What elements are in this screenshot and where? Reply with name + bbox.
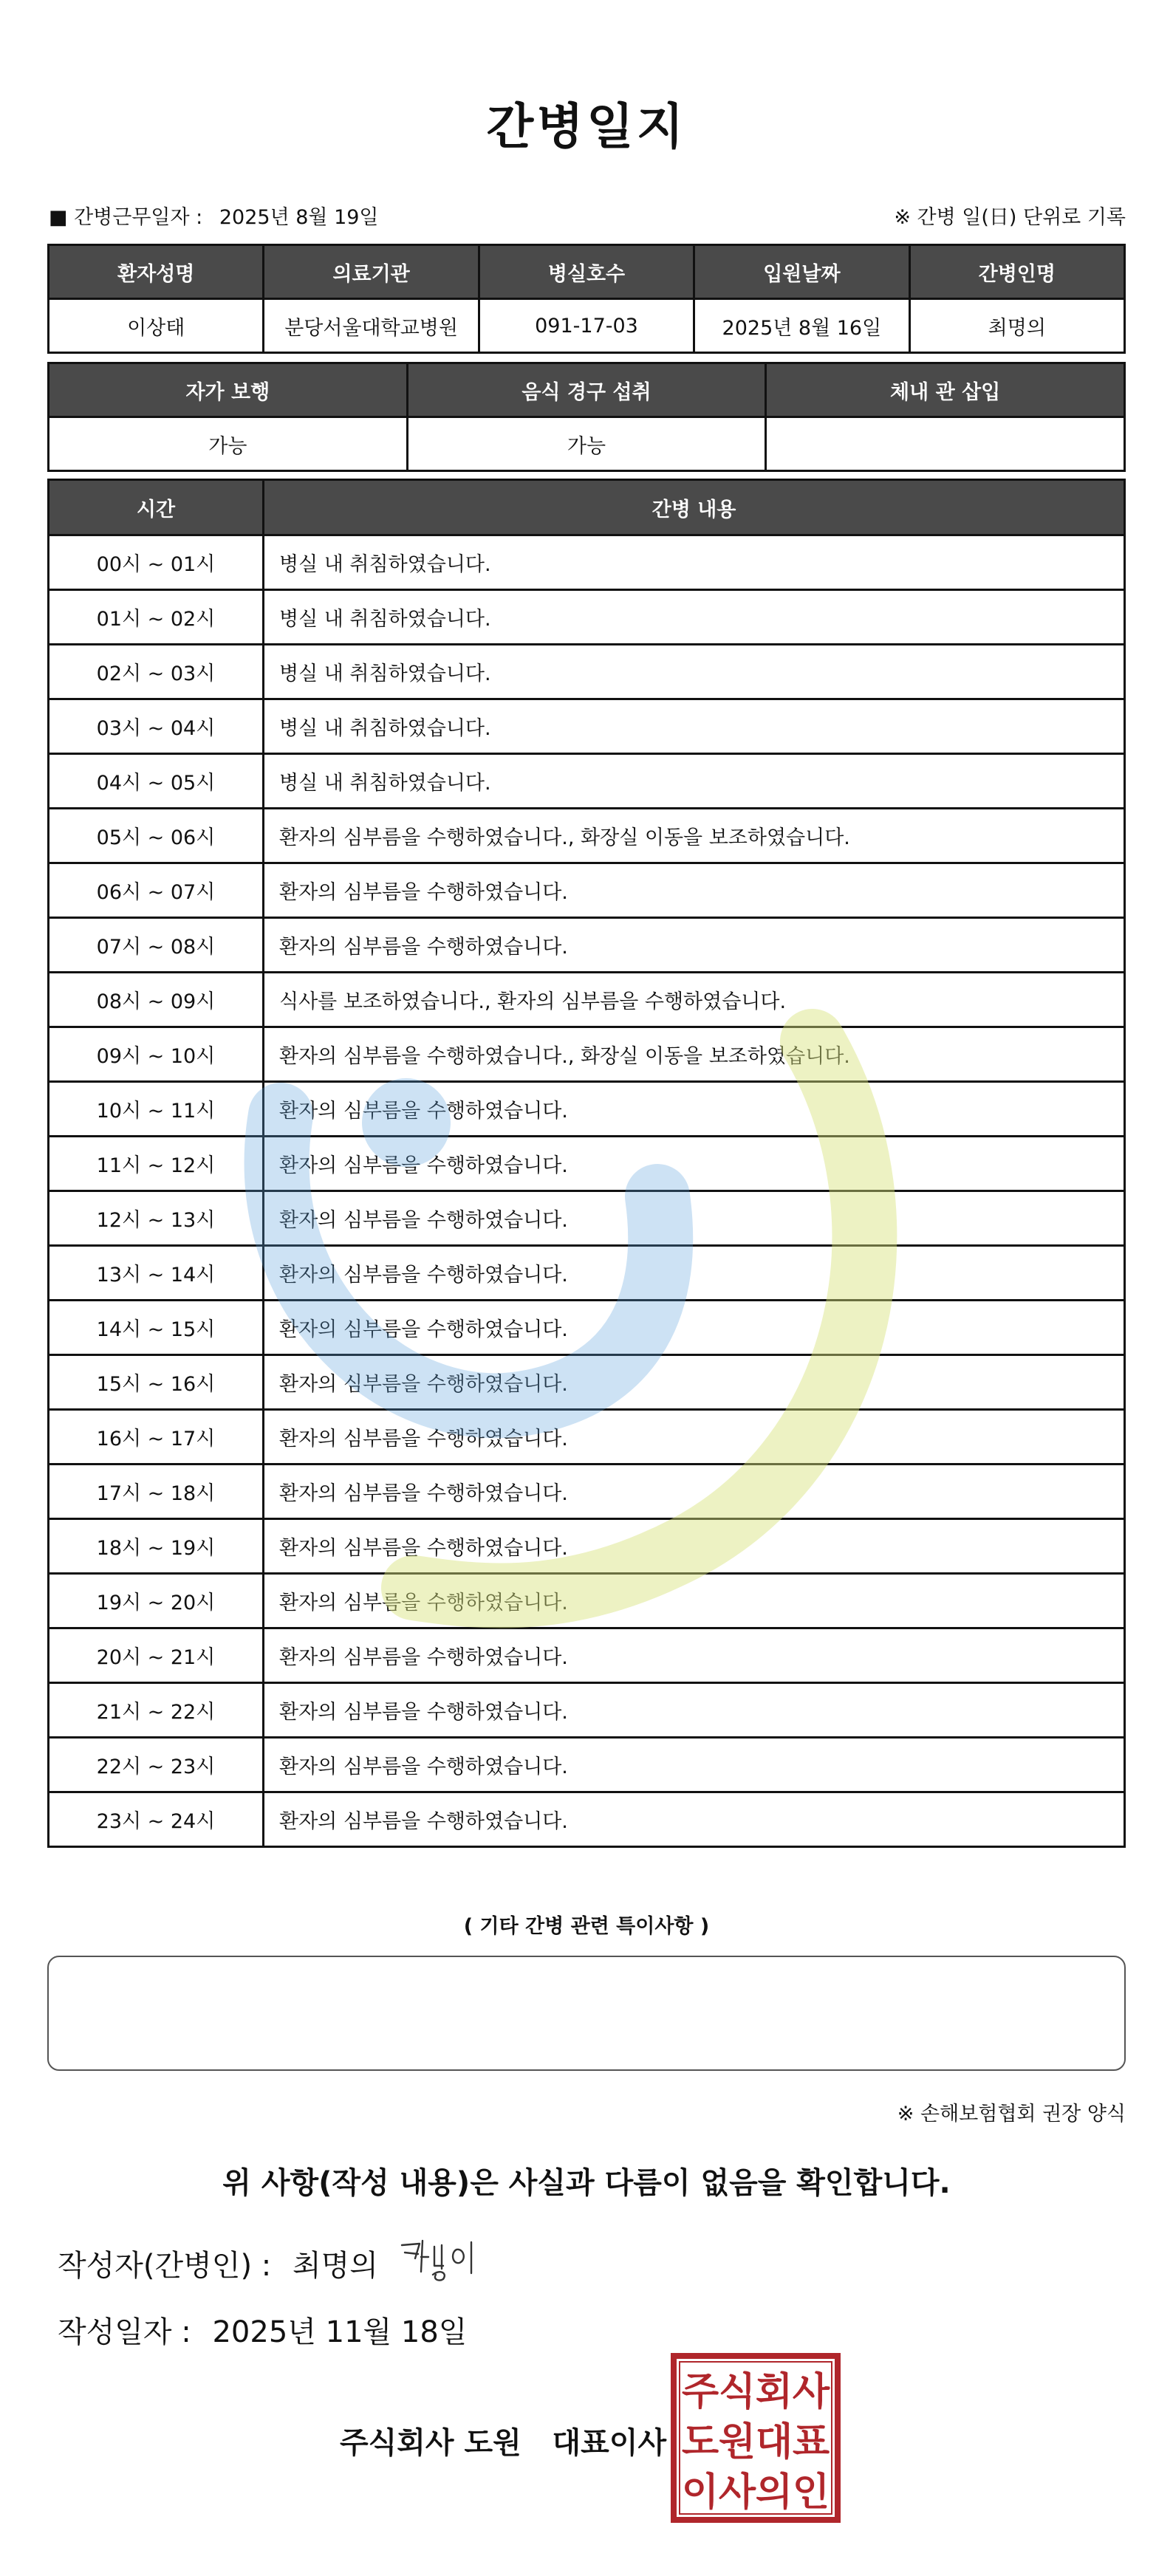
- care-log-row: [49, 535, 1125, 590]
- seal-character: 도: [681, 2420, 719, 2464]
- care-log-content: 환자의 심부름을 수행하였습니다.: [264, 1792, 1125, 1847]
- care-log-time: 21시 ~ 22시: [49, 1683, 264, 1738]
- care-log-time: 03시 ~ 04시: [49, 699, 264, 754]
- patient-status-header-row: [49, 363, 1125, 417]
- seal-character: 회: [755, 2370, 793, 2414]
- care-log-time: 19시 ~ 20시: [49, 1574, 264, 1628]
- care-log-time: 08시 ~ 09시: [49, 973, 264, 1027]
- hospital-name: 분당서울대학교병원: [264, 299, 479, 353]
- care-log-time: 09시 ~ 10시: [49, 1027, 264, 1082]
- company-representative: 주식회사 도원 대표이사: [340, 2426, 667, 2460]
- confirmation-statement: 위 사항(작성 내용)은 사실과 다름이 없음을 확인합니다.: [222, 2166, 951, 2200]
- write-date-label: 작성일자 :: [58, 2315, 191, 2349]
- care-log-row: [49, 1027, 1125, 1082]
- care-log-time: 01시 ~ 02시: [49, 590, 264, 645]
- care-log-content: 환자의 심부름을 수행하였습니다.: [264, 1246, 1125, 1301]
- patient-info-table: [47, 244, 1126, 354]
- care-log-content: 환자의 심부름을 수행하였습니다.: [264, 1628, 1125, 1683]
- special-notes-title: ( 기타 간병 관련 특이사항 ): [463, 1915, 710, 1938]
- care-log-content: 환자의 심부름을 수행하였습니다.: [264, 1574, 1125, 1628]
- seal-character: 원: [718, 2420, 756, 2464]
- care-log-row: [49, 1574, 1125, 1628]
- document-title: 간병일지: [486, 98, 687, 155]
- header-time: 시간: [49, 480, 264, 535]
- unit-note: ※ 간병 일(日) 단위로 기록: [894, 206, 1126, 229]
- care-log-row: [49, 1137, 1125, 1191]
- header-caregiver-name: 간병인명: [909, 245, 1124, 299]
- care-log-row: [49, 1683, 1125, 1738]
- care-log-time: 04시 ~ 05시: [49, 754, 264, 809]
- care-log-row: [49, 699, 1125, 754]
- care-log-row: [49, 1519, 1125, 1574]
- handwritten-signature: [399, 2236, 495, 2284]
- care-log-content: 환자의 심부름을 수행하였습니다.: [264, 1137, 1125, 1191]
- room-number: 091-17-03: [479, 299, 694, 353]
- seal-character: 사: [792, 2370, 830, 2414]
- care-log-content: 병실 내 취침하였습니다.: [264, 535, 1125, 590]
- care-log-row: [49, 1738, 1125, 1792]
- work-date-line: [49, 201, 379, 230]
- care-log-time: 10시 ~ 11시: [49, 1082, 264, 1137]
- header-self-walking: 자가 보행: [49, 363, 408, 417]
- care-log-table: [47, 479, 1126, 1848]
- care-log-content: 병실 내 취침하였습니다.: [264, 590, 1125, 645]
- care-log-row: [49, 1792, 1125, 1847]
- care-log-content: 환자의 심부름을 수행하였습니다.: [264, 1410, 1125, 1465]
- care-log-row: [49, 1191, 1125, 1246]
- care-log-content: 환자의 심부름을 수행하였습니다.: [264, 1683, 1125, 1738]
- patient-info-header-row: [49, 245, 1125, 299]
- patient-status-value-row: [49, 417, 1125, 471]
- care-log-row: [49, 1301, 1125, 1355]
- care-log-time: 00시 ~ 01시: [49, 535, 264, 590]
- care-log-time: 11시 ~ 12시: [49, 1137, 264, 1191]
- care-log-content: 환자의 심부름을 수행하였습니다.: [264, 1519, 1125, 1574]
- care-log-content: 병실 내 취침하였습니다.: [264, 645, 1125, 699]
- caregiver-name: 최명의: [909, 299, 1124, 353]
- care-log-content: 환자의 심부름을 수행하였습니다.: [264, 918, 1125, 973]
- seal-character: 인: [792, 2470, 830, 2515]
- care-log-time: 16시 ~ 17시: [49, 1410, 264, 1465]
- care-log-content: 환자의 심부름을 수행하였습니다.: [264, 1355, 1125, 1410]
- seal-character: 식: [718, 2370, 756, 2414]
- care-log-time: 17시 ~ 18시: [49, 1465, 264, 1519]
- writer-line: [58, 2242, 378, 2284]
- care-log-content: 환자의 심부름을 수행하였습니다.: [264, 1082, 1125, 1137]
- header-tube-insertion: 체내 관 삽입: [766, 363, 1125, 417]
- seal-character: 표: [792, 2420, 830, 2464]
- company-seal: [671, 2353, 841, 2523]
- care-log-time: 13시 ~ 14시: [49, 1246, 264, 1301]
- care-log-content: 식사를 보조하였습니다., 환자의 심부름을 수행하였습니다.: [264, 973, 1125, 1027]
- write-date-value: 2025년 11월 18일: [212, 2315, 468, 2349]
- header-care-content: 간병 내용: [264, 480, 1125, 535]
- header-patient-name: 환자성명: [49, 245, 264, 299]
- patient-status-table: [47, 362, 1126, 472]
- care-log-time: 22시 ~ 23시: [49, 1738, 264, 1792]
- patient-name: 이상태: [49, 299, 264, 353]
- seal-character: 대: [755, 2420, 793, 2464]
- care-log-time: 05시 ~ 06시: [49, 809, 264, 863]
- care-log-time: 18시 ~ 19시: [49, 1519, 264, 1574]
- writer-name: 최명의: [292, 2249, 378, 2283]
- seal-character: 의: [755, 2470, 793, 2515]
- care-log-row: [49, 918, 1125, 973]
- care-log-row: [49, 863, 1125, 918]
- care-log-content: 환자의 심부름을 수행하였습니다.: [264, 1465, 1125, 1519]
- care-log-time: 02시 ~ 03시: [49, 645, 264, 699]
- care-log-content: 환자의 심부름을 수행하였습니다.: [264, 1738, 1125, 1792]
- care-log-row: [49, 645, 1125, 699]
- care-log-time: 14시 ~ 15시: [49, 1301, 264, 1355]
- care-log-content: 환자의 심부름을 수행하였습니다.: [264, 1191, 1125, 1246]
- care-log-content: 환자의 심부름을 수행하였습니다., 화장실 이동을 보조하였습니다.: [264, 1027, 1125, 1082]
- admission-date: 2025년 8월 16일: [694, 299, 909, 353]
- care-log-content: 환자의 심부름을 수행하였습니다.: [264, 863, 1125, 918]
- seal-character: 이: [681, 2470, 719, 2515]
- care-log-row: [49, 973, 1125, 1027]
- care-log-time: 15시 ~ 16시: [49, 1355, 264, 1410]
- care-log-row: [49, 1410, 1125, 1465]
- header-room-number: 병실호수: [479, 245, 694, 299]
- care-log-row: [49, 1082, 1125, 1137]
- care-log-time: 07시 ~ 08시: [49, 918, 264, 973]
- care-log-header-row: [49, 480, 1125, 535]
- care-log-time: 12시 ~ 13시: [49, 1191, 264, 1246]
- header-admission-date: 입원날짜: [694, 245, 909, 299]
- work-date-label: ■ 간병근무일자 :: [49, 206, 203, 229]
- writer-label: 작성자(간병인) :: [58, 2249, 272, 2283]
- write-date-line: [58, 2309, 467, 2351]
- self-walking-value: 가능: [49, 417, 408, 471]
- care-log-time: 23시 ~ 24시: [49, 1792, 264, 1847]
- special-notes-box: [47, 1956, 1126, 2071]
- care-log-content: 환자의 심부름을 수행하였습니다., 화장실 이동을 보조하였습니다.: [264, 809, 1125, 863]
- care-log-row: [49, 590, 1125, 645]
- work-date-value: 2025년 8월 19일: [219, 206, 379, 229]
- care-log-content: 병실 내 취침하였습니다.: [264, 699, 1125, 754]
- tube-insertion-value: [766, 417, 1125, 471]
- recommend-form-note: ※ 손해보험협회 권장 양식: [897, 2103, 1126, 2125]
- care-log-row: [49, 1628, 1125, 1683]
- header-oral-intake: 음식 경구 섭취: [407, 363, 766, 417]
- care-log-time: 20시 ~ 21시: [49, 1628, 264, 1683]
- care-log-row: [49, 1465, 1125, 1519]
- oral-intake-value: 가능: [407, 417, 766, 471]
- care-log-row: [49, 1246, 1125, 1301]
- patient-info-value-row: [49, 299, 1125, 353]
- seal-character: 주: [681, 2370, 719, 2414]
- care-log-row: [49, 809, 1125, 863]
- care-log-time: 06시 ~ 07시: [49, 863, 264, 918]
- seal-character: 사: [718, 2470, 756, 2515]
- care-log-content: 환자의 심부름을 수행하였습니다.: [264, 1301, 1125, 1355]
- care-log-row: [49, 1355, 1125, 1410]
- care-log-content: 병실 내 취침하였습니다.: [264, 754, 1125, 809]
- care-log-row: [49, 754, 1125, 809]
- header-hospital: 의료기관: [264, 245, 479, 299]
